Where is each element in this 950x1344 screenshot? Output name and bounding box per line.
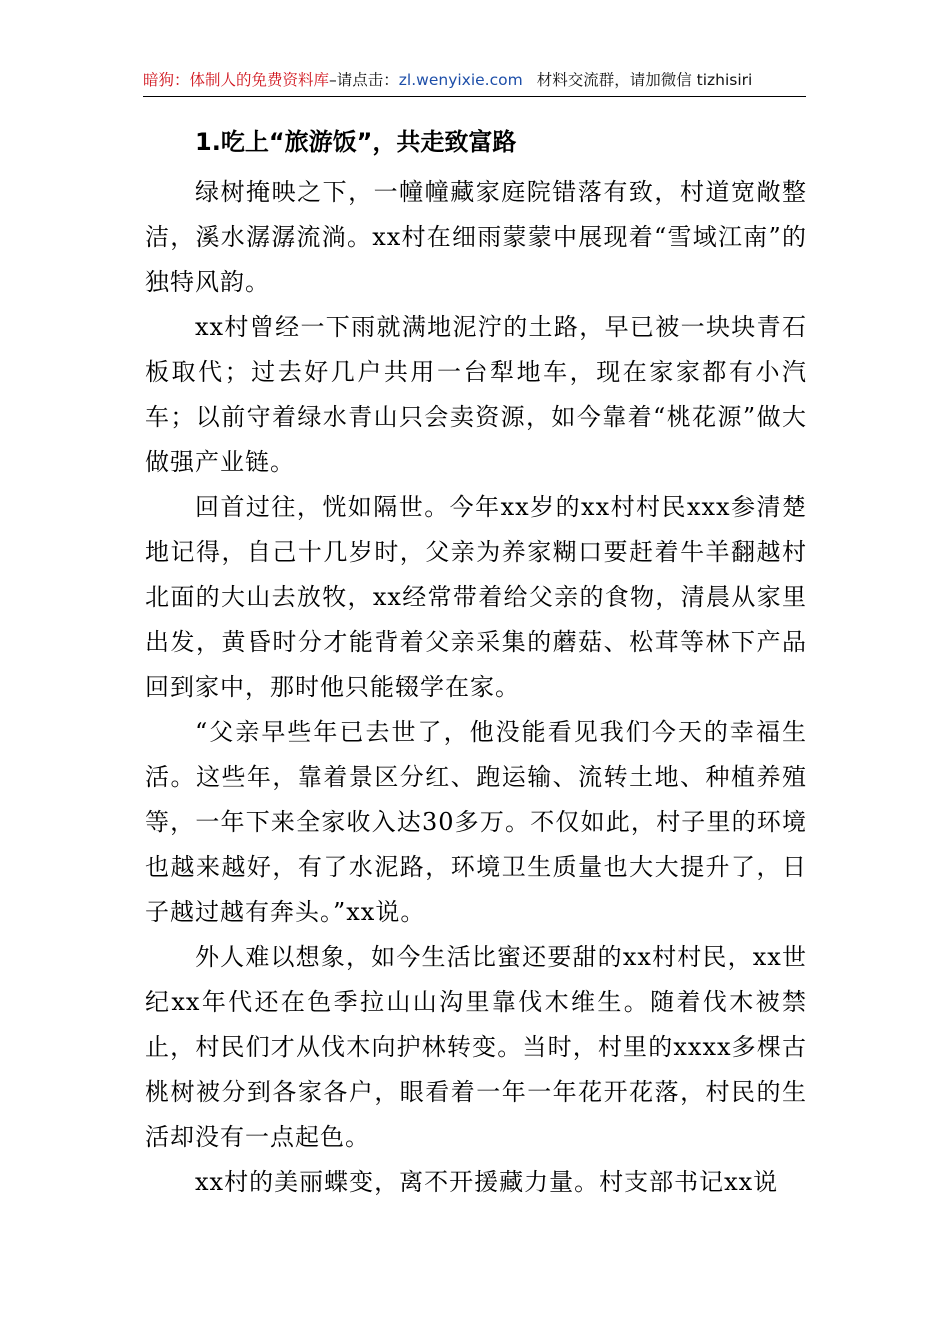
- section-heading: 1.吃上“旅游饭”，共走致富路: [195, 128, 517, 156]
- article-body: [145, 170, 807, 1205]
- paragraph: xx村曾经一下雨就满地泥泞的土路，早已被一块块青石板取代；过去好几户共用一台犁地车，现在家家都有小汽车；以前守着绿水青山只会卖资源，如今靠着“桃花源”做大做强产业链。: [145, 313, 807, 476]
- header-wechat-note: 材料交流群，请加微信 tizhisiri: [536, 71, 753, 89]
- paragraph: “父亲早些年已去世了，他没能看见我们今天的幸福生活。这些年，靠着景区分红、跑运输、流转土地、种植养殖等，一年下来全家收入达30多万。不仅如此，村子里的环境也越来越好，有了水泥路，环境卫生质量也大大提升了，日子越过越有奔头。”xx说。: [145, 718, 807, 926]
- paragraph: 外人难以想象，如今生活比蜜还要甜的xx村村民，xx世纪xx年代还在色季拉山山沟里靠伐木维生。随着伐木被禁止，村民们才从伐木向护林转变。当时，村里的xxxx多棵古桃树被分到各家各户，眼看着一年一年花开花落，村民的生活却没有一点起色。: [145, 943, 807, 1151]
- header-site-name: 暗狗：体制人的免费资料库: [143, 71, 330, 89]
- header-click-prompt: –请点击：: [329, 71, 399, 89]
- header-link[interactable]: zl.wenyixie.com: [398, 71, 523, 89]
- paragraph: 回首过往，恍如隔世。今年xx岁的xx村村民xxx参清楚地记得，自己十几岁时，父亲为养家糊口要赶着牛羊翻越村北面的大山去放牧，xx经常带着给父亲的食物，清晨从家里出发，黄昏时分才能背着父亲采集的蘑菇、松茸等林下产品回到家中，那时他只能辍学在家。: [145, 493, 807, 701]
- paragraph: 绿树掩映之下，一幢幢藏家庭院错落有致，村道宽敞整洁，溪水潺潺流淌。xx村在细雨蒙蒙中展现着“雪域江南”的独特风韵。: [145, 178, 807, 296]
- page-header: [143, 66, 806, 97]
- paragraph: xx村的美丽蝶变，离不开援藏力量。村支部书记xx说: [195, 1168, 779, 1196]
